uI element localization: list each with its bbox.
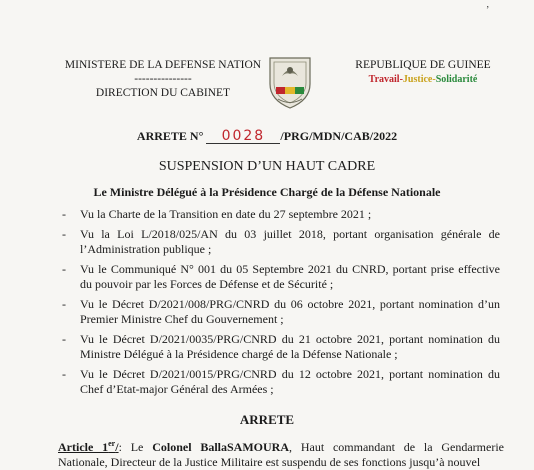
- arrete-suffix: /PRG/MDN/CAB/2022: [280, 129, 398, 143]
- article-label-text: Article 1: [58, 440, 109, 454]
- visa-text: Vu la Loi L/2018/025/AN du 03 juillet 2018, portant organisation générale de l’Administration publique ;: [80, 227, 500, 256]
- arrete-number: 0028: [206, 129, 280, 144]
- document-subject: SUSPENSION D’UN HAUT CADRE: [158, 159, 376, 174]
- motto-solidarite: Solidarité: [435, 74, 478, 85]
- bullet-dash: -: [62, 297, 66, 311]
- visa-text: Vu le Décret D/2021/0035/PRG/CNRD du 21 octobre 2021, portant nomination du Ministre Délégué à la Présidence chargé de la Défense Nationale ;: [80, 332, 500, 361]
- visa-text: Vu le Décret D/2021/008/PRG/CNRD du 06 octobre 2021, portant nomination d’un Premier Ministre Chef du Gouvernement ;: [80, 297, 500, 326]
- article-1: [58, 436, 504, 470]
- bullet-dash: -: [62, 367, 66, 381]
- visa-text: Vu le Décret D/2021/0015/PRG/CNRD du 12 octobre 2021, portant nomination du Chef d’Etat-major Général des Armées ;: [80, 367, 500, 396]
- national-motto: [369, 73, 478, 87]
- ink-speck: ʼ: [486, 5, 490, 16]
- article-text-body: , Haut commandant de la Gendarmerie Nationale, Directeur de la Justice Militaire est suspendu de ses fonctions jusqu’à nouvel: [58, 440, 504, 469]
- list-item: [60, 332, 500, 362]
- bullet-dash: -: [62, 332, 66, 346]
- cabinet-direction: DIRECTION DU CABINET: [95, 87, 231, 99]
- officer-name: Colonel BallaSAMOURA: [152, 440, 290, 454]
- guinea-coat-of-arms: [264, 54, 316, 110]
- list-item: [60, 262, 500, 292]
- ministry-name: MINISTERE DE LA DEFENSE NATION: [64, 59, 262, 71]
- republic-header: [328, 58, 518, 87]
- bullet-dash: -: [62, 227, 66, 241]
- bullet-dash: -: [62, 262, 66, 276]
- article-label-end: /: [115, 440, 119, 454]
- visa-text: Vu la Charte de la Transition en date du 27 septembre 2021 ;: [80, 207, 372, 221]
- list-item: [60, 227, 500, 257]
- minister-title: Le Ministre Délégué à la Présidence Chargé de la Défense Nationale: [93, 185, 441, 199]
- motto-travail: Travail-: [368, 74, 403, 85]
- list-item: [60, 297, 500, 327]
- arrete-prefix: ARRETE N°: [136, 129, 204, 143]
- visa-list: [60, 207, 500, 402]
- ministry-header: [48, 58, 278, 100]
- header-rule: ---------------: [134, 73, 192, 85]
- visa-text: Vu le Communiqué N° 001 du 05 Septembre 2021 du CNRD, portant prise effective du pouvoir par les Forces de Défense et de Sécurité ;: [80, 262, 500, 291]
- arrete-reference: [0, 129, 534, 144]
- list-item: [60, 367, 500, 397]
- bullet-dash: -: [62, 207, 66, 221]
- motto-justice: Justice-: [402, 74, 436, 85]
- decision-heading: ARRETE: [239, 412, 295, 427]
- article-label-sup: er: [108, 439, 116, 448]
- republic-name: REPUBLIQUE DE GUINEE: [355, 59, 491, 71]
- list-item: [60, 207, 500, 222]
- article-text-lead: : Le: [118, 440, 153, 454]
- article-label: [58, 440, 119, 454]
